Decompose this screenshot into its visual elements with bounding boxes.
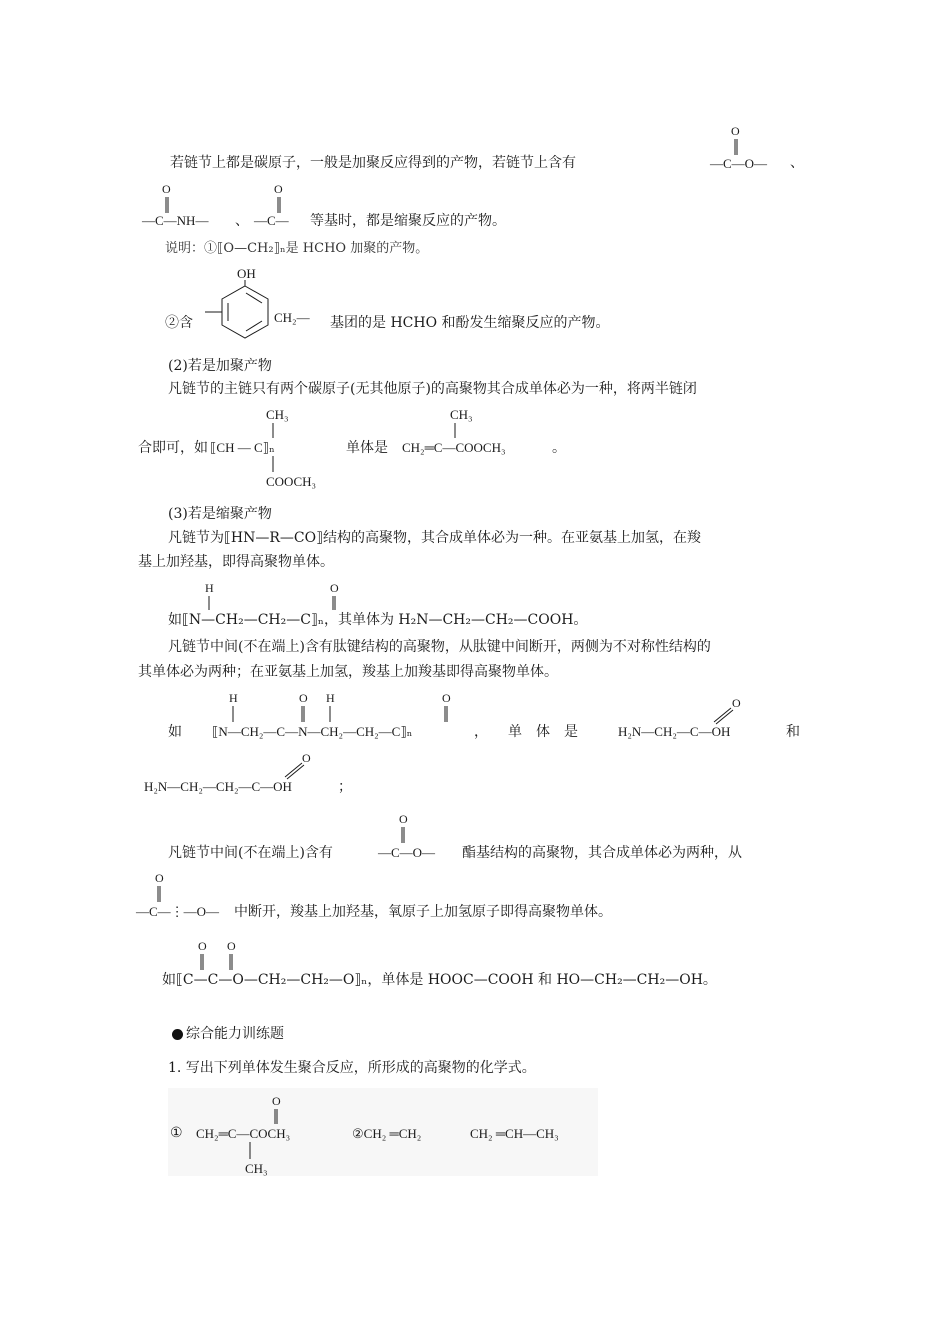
sec4-split-group: —C—⋮—O— xyxy=(136,904,220,919)
phenol-ring-inner3 xyxy=(246,293,262,303)
ester-o-label: O xyxy=(731,124,740,138)
sec2-title: (2)若是加聚产物 xyxy=(168,358,272,374)
sec2-line1: 凡链节的主链只有两个碳原子(无其他原子)的高聚物其合成单体必为一种，将两半链闭 xyxy=(168,381,697,397)
sec4-line1-suffix: 酯基结构的高聚物，其合成单体必为两种，从 xyxy=(462,845,742,861)
mono1-co-bond xyxy=(714,708,731,722)
para1-line2: 等基时，都是缩聚反应的产物。 xyxy=(310,213,506,229)
sec3-line4: 其单体必为两种；在亚氨基上加氢，羧基上加羧基即得高聚物单体。 xyxy=(138,664,558,680)
sec3-ex2-o2: O xyxy=(442,691,451,705)
sep: 、 xyxy=(235,213,249,229)
sec3-line3: 凡链节中间(不在端上)含有肽键结构的高聚物，从肽键中间断开，两侧为不对称性结构的 xyxy=(168,639,711,655)
sec4-ex-o2: O xyxy=(227,939,236,953)
sec3-ex2-mono2-o: O xyxy=(302,751,311,765)
sec3-ex1-h: H xyxy=(205,581,214,595)
sec4-ester: —C—O— xyxy=(378,845,436,860)
mono2-co-bond2 xyxy=(287,765,304,779)
note2-prefix: ②含 xyxy=(165,315,193,331)
phenol-ch2: CH₂— xyxy=(274,310,310,325)
m3-formula: CH₂ ═CH—CH₃ xyxy=(470,1126,559,1141)
sec3-ex1-o: O xyxy=(330,581,339,595)
sec2-ch3-top: CH₃ xyxy=(266,407,289,422)
sec3-ex2-mono1-o: O xyxy=(732,696,741,710)
sec4-split-o: O xyxy=(155,871,164,885)
sec2-polymer: ⟦CH — C⟧ₙ xyxy=(210,440,275,455)
exercise-heading: 综合能力训练题 xyxy=(186,1026,284,1042)
sec3-ex2-o1: O xyxy=(299,691,308,705)
sec3-ex2-mono2: H₂N—CH₂—CH₂—C—OH xyxy=(144,779,292,794)
sec2-monomer-label: 单体是 xyxy=(346,440,388,456)
sec2-line2-prefix: 合即可，如 xyxy=(138,440,208,456)
sec3-ex2-h1: H xyxy=(229,691,238,705)
sec2-end: 。 xyxy=(552,440,566,456)
sec4-ex-o1: O xyxy=(198,939,207,953)
comma-sep: 、 xyxy=(790,155,804,171)
sec4-line2: 中断开，羧基上加羟基，氧原子上加氢原子即得高聚物单体。 xyxy=(234,904,612,920)
note2-suffix: 基团的是 HCHO 和酚发生缩聚反应的产物。 xyxy=(330,315,610,331)
sec3-ex2-mono1: H₂N—CH₂—C—OH xyxy=(618,724,731,739)
sec4-ester-o: O xyxy=(399,812,408,826)
sec3-ex2-polymer: ⟦N—CH₂—C—N—CH₂—CH₂—C⟧ₙ xyxy=(212,724,413,739)
sec2-monomer-ch3: CH₃ xyxy=(450,407,473,422)
m1-o: O xyxy=(272,1094,281,1108)
exercise-q1: 1. 写出下列单体发生聚合反应，所形成的高聚物的化学式。 xyxy=(168,1060,536,1076)
m2-formula: ②CH₂ ═CH₂ xyxy=(352,1126,422,1141)
sec3-ex2-comma: ， xyxy=(474,724,488,740)
sec3-line1: 凡链节为⟦HN—R—CO⟧结构的高聚物，其合成单体必为一种。在亚氨基上加氢，在羧 xyxy=(168,530,702,546)
sec3-ex2-h2: H xyxy=(326,691,335,705)
m1-formula: CH₂═C—COCH₃ xyxy=(196,1126,291,1141)
carbonyl-group-formula: —C— xyxy=(254,213,289,228)
mono1-co-bond2 xyxy=(716,710,733,724)
sec4-ex: 如⟦C—C—O—CH₂—CH₂—O⟧ₙ，单体是 HOOC—COOH 和 HO—CH₂—CH₂—OH。 xyxy=(162,972,717,988)
amide-group-formula: —C—NH— xyxy=(142,213,209,228)
m1-ch3: CH₃ xyxy=(245,1161,268,1176)
amide-o-label: O xyxy=(162,182,171,196)
phenol-oh: OH xyxy=(237,266,256,281)
carbonyl-o-label: O xyxy=(274,182,283,196)
note1: 说明：①⟦O—CH₂⟧ₙ是 HCHO 加聚的产物。 xyxy=(165,241,429,256)
sec3-ex2-end: ； xyxy=(338,779,352,795)
mono2-co-bond xyxy=(285,763,302,777)
sec2-monomer: CH₂═C—COOCH₃ xyxy=(402,440,506,455)
sec2-cooch3: COOCH₃ xyxy=(266,474,317,489)
sec3-ex1: 如⟦N—CH₂—CH₂—C⟧ₙ，其单体为 H₂N—CH₂—CH₂—COOH。 xyxy=(168,612,588,628)
sec4-line1-prefix: 凡链节中间(不在端上)含有 xyxy=(168,845,333,861)
para1-line1: 若链节上都是碳原子，一般是加聚反应得到的产物，若链节上含有 xyxy=(170,155,576,171)
sec3-line2: 基上加羟基，即得高聚物单体。 xyxy=(138,554,334,570)
bullet-icon xyxy=(172,1029,183,1040)
m1-label: ① xyxy=(170,1125,183,1141)
sec3-ex2-and: 和 xyxy=(786,724,800,740)
sec3-ex2-prefix: 如 xyxy=(168,724,182,740)
sec3-ex2-mono-label: 单 体 是 xyxy=(508,724,578,740)
phenol-ring-inner2 xyxy=(246,321,262,331)
sec3-title: (3)若是缩聚产物 xyxy=(168,506,272,522)
ester-group-formula: —C—O— xyxy=(710,156,768,171)
phenol-ring xyxy=(222,286,268,338)
